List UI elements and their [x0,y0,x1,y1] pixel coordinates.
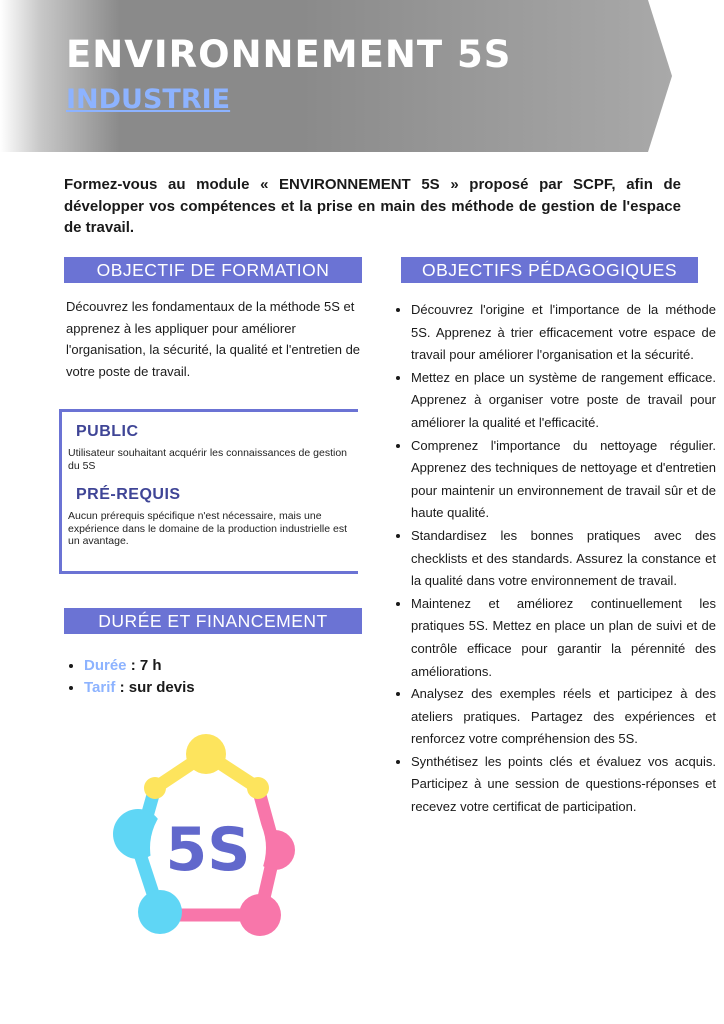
logo-text: 5S [165,815,251,885]
objectif-heading: OBJECTIF DE FORMATION [64,257,362,283]
logo-node-upper-left [144,777,166,799]
pedagogiques-item: • Maintenez et améliorez continuellement les pratiques 5S. Mettez en place un plan de suivi et de contrôle efficace pour garantir la pérennité des améliorations. [411,593,716,683]
duree-heading: DURÉE ET FINANCEMENT [64,608,362,634]
page-title: ENVIRONNEMENT 5S [66,33,512,76]
objectif-text: Découvrez les fondamentaux de la méthode 5S et apprenez à les appliquer pour améliorer l'organisation, la sécurité, la qualité et l'entretien de votre poste de travail. [66,299,361,379]
pedagogiques-list [392,299,716,819]
prerequis-text: Aucun prérequis spécifique n'est nécessaire, mais une expérience dans le domaine de la production industrielle est un avantage. [68,510,348,547]
header-banner [0,0,672,152]
pedagogiques-item: • Comprenez l'importance du nettoyage régulier. Apprenez des techniques de nettoyage et d'entretien pour maintenir un environnement de travail sûr et de haute qualité. [411,435,716,525]
logo-node-upper-right [247,777,269,799]
pedagogiques-item: • Standardisez les bonnes pratiques avec des checklists et des standards. Assurez la constance et la qualité dans votre environnement de travail. [411,525,716,593]
intro-paragraph: Formez-vous au module « ENVIRONNEMENT 5S » proposé par SCPF, afin de développer vos compétences et la prise en main des méthode de gestion de l'espace de travail. [64,176,681,236]
pedagogiques-heading: OBJECTIFS PÉDAGOGIQUES [401,257,698,283]
prerequis-heading: PRÉ-REQUIS [76,486,181,503]
tarif-item: • Tarif : sur devis [84,677,195,699]
public-heading: PUBLIC [76,423,139,440]
pedagogiques-item: • Synthétisez les points clés et évaluez vos acquis. Participez à une session de questions-réponses et recevez votre certificat de participation. [411,751,716,819]
logo-node-bottom-right [239,894,281,936]
duree-item: • Durée : 7 h [84,655,195,677]
pedagogiques-item: • Découvrez l'origine et l'importance de la méthode 5S. Apprenez à trier efficacement votre espace de travail pour améliorer l'organisation et la sécurité. [411,299,716,367]
logo-node-bottom-left [138,890,182,934]
pedagogiques-item: • Mettez en place un système de rangement efficace. Apprenez à organiser votre poste de travail pour améliorer la qualité et l'efficacité. [411,367,716,435]
public-text: Utilisateur souhaitant acquérir les connaissances de gestion du 5S [68,447,347,472]
5s-logo [100,730,314,944]
logo-node-top [186,734,226,774]
page-subtitle: INDUSTRIE [66,84,231,115]
duree-list [64,655,195,699]
pedagogiques-item: • Analysez des exemples réels et participez à des ateliers pratiques. Partagez des expériences et renforcez votre compréhension des 5S. [411,683,716,751]
